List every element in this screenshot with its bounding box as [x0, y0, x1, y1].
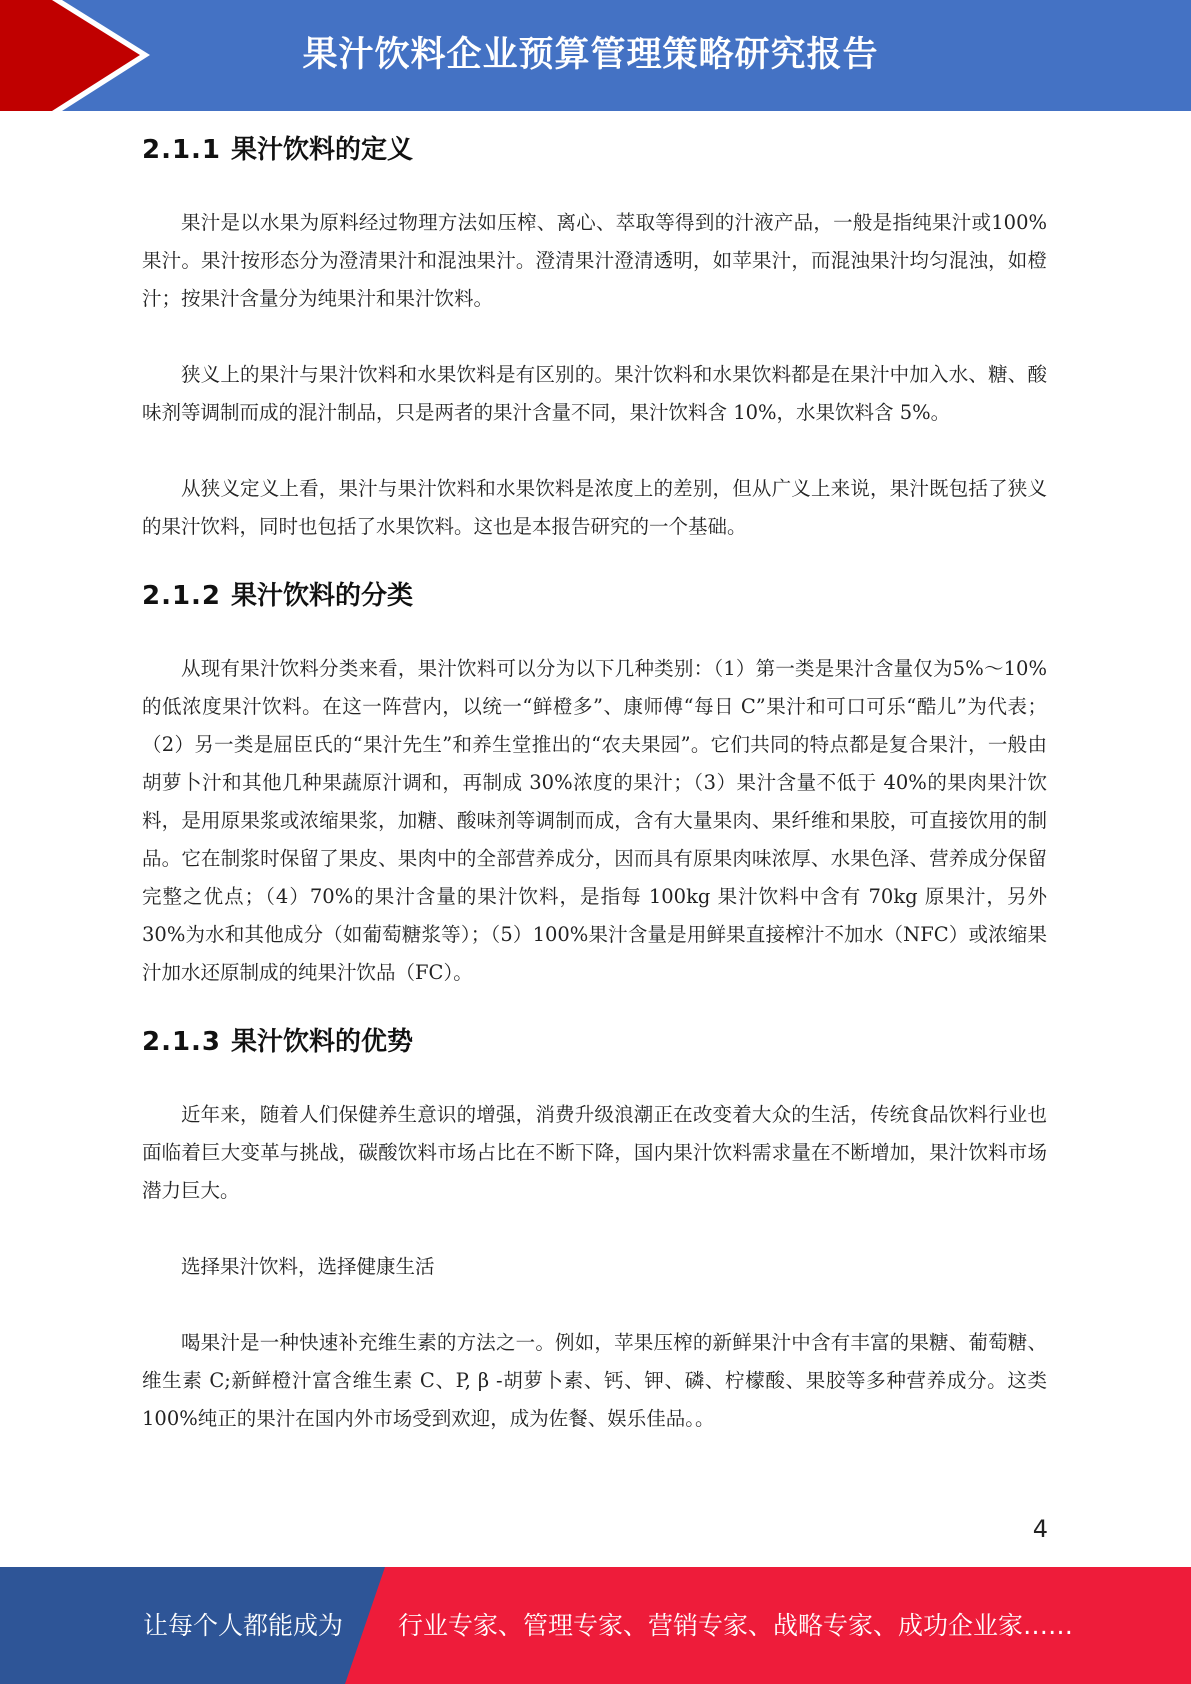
- section-heading-advantages: 2.1.3 果汁饮料的优势: [142, 1027, 414, 1057]
- paragraph: 喝果汁是一种快速补充维生素的方法之一。例如，苹果压榨的新鲜果汁中含有丰富的果糖、葡萄糖、维生素 C;新鲜橙汁富含维生素 C、P, β -胡萝卜素、钙、钾、磷、柠檬酸、果胶等多种营养成分。这类 100%纯正的果汁在国内外市场受到欢迎，成为佐餐、娱乐佳品。。: [142, 1331, 1047, 1430]
- footer-band: [0, 1567, 1191, 1684]
- page-content: [142, 126, 1047, 1438]
- paragraph: 从现有果汁饮料分类来看，果汁饮料可以分为以下几种类别：（1）第一类是果汁含量仅为5%～10%的低浓度果汁饮料。在这一阵营内，以统一“鲜橙多”、康师傅“每日 C”果汁和可口可乐“酷儿”为代表；（2）另一类是屈臣氏的“果汁先生”和养生堂推出的“农夫果园”。它们共同的特点都是复合果汁，一般由胡萝卜汁和其他几种果蔬原汁调和，再制成 30%浓度的果汁；（3）果汁含量不低于 40%的果肉果汁饮料，是用原果浆或浓缩果浆，加糖、酸味剂等调制而成，含有大量果肉、果纤维和果胶，可直接饮用的制品。它在制浆时保留了果皮、果肉中的全部营养成分，因而具有原果肉味浓厚、水果色泽、营养成分保留完整之优点；（4）70%的果汁含量的果汁饮料，是指每 100kg 果汁饮料中含有 70kg 原果汁，另外 30%为水和其他成分（如葡萄糖浆等）；（5）100%果汁含量是用鲜果直接榨汁不加水（NFC）或浓缩果汁加水还原制成的纯果汁饮品（FC）。: [142, 657, 1047, 984]
- paragraph: 近年来，随着人们保健养生意识的增强，消费升级浪潮正在改变着大众的生活，传统食品饮料行业也面临着巨大变革与挑战，碳酸饮料市场占比在不断下降，国内果汁饮料需求量在不断增加，果汁饮料市场潜力巨大。: [142, 1103, 1047, 1202]
- page-number: 4: [1032, 1515, 1048, 1543]
- footer-slogan-left: 让每个人都能成为: [143, 1611, 344, 1640]
- footer-slogan-right: 行业专家、管理专家、营销专家、战略专家、成功企业家……: [398, 1611, 1074, 1640]
- paragraph: 从狭义定义上看，果汁与果汁饮料和水果饮料是浓度上的差别，但从广义上来说，果汁既包括了狭义的果汁饮料，同时也包括了水果饮料。这也是本报告研究的一个基础。: [142, 477, 1047, 538]
- document-title: 果汁饮料企业预算管理策略研究报告: [302, 35, 879, 75]
- paragraph: 狭义上的果汁与果汁饮料和水果饮料是有区别的。果汁饮料和水果饮料都是在果汁中加入水、糖、酸味剂等调制而成的混汁制品，只是两者的果汁含量不同，果汁饮料含 10%，水果饮料含 5%。: [142, 363, 1047, 424]
- paragraph: 果汁是以水果为原料经过物理方法如压榨、离心、萃取等得到的汁液产品，一般是指纯果汁或100%果汁。果汁按形态分为澄清果汁和混浊果汁。澄清果汁澄清透明，如苹果汁，而混浊果汁均匀混浊，如橙汁；按果汁含量分为纯果汁和果汁饮料。: [142, 211, 1047, 310]
- paragraph: 选择果汁饮料，选择健康生活: [181, 1255, 435, 1278]
- section-heading-definition: 2.1.1 果汁饮料的定义: [142, 135, 414, 165]
- section-heading-classification: 2.1.2 果汁饮料的分类: [142, 581, 414, 611]
